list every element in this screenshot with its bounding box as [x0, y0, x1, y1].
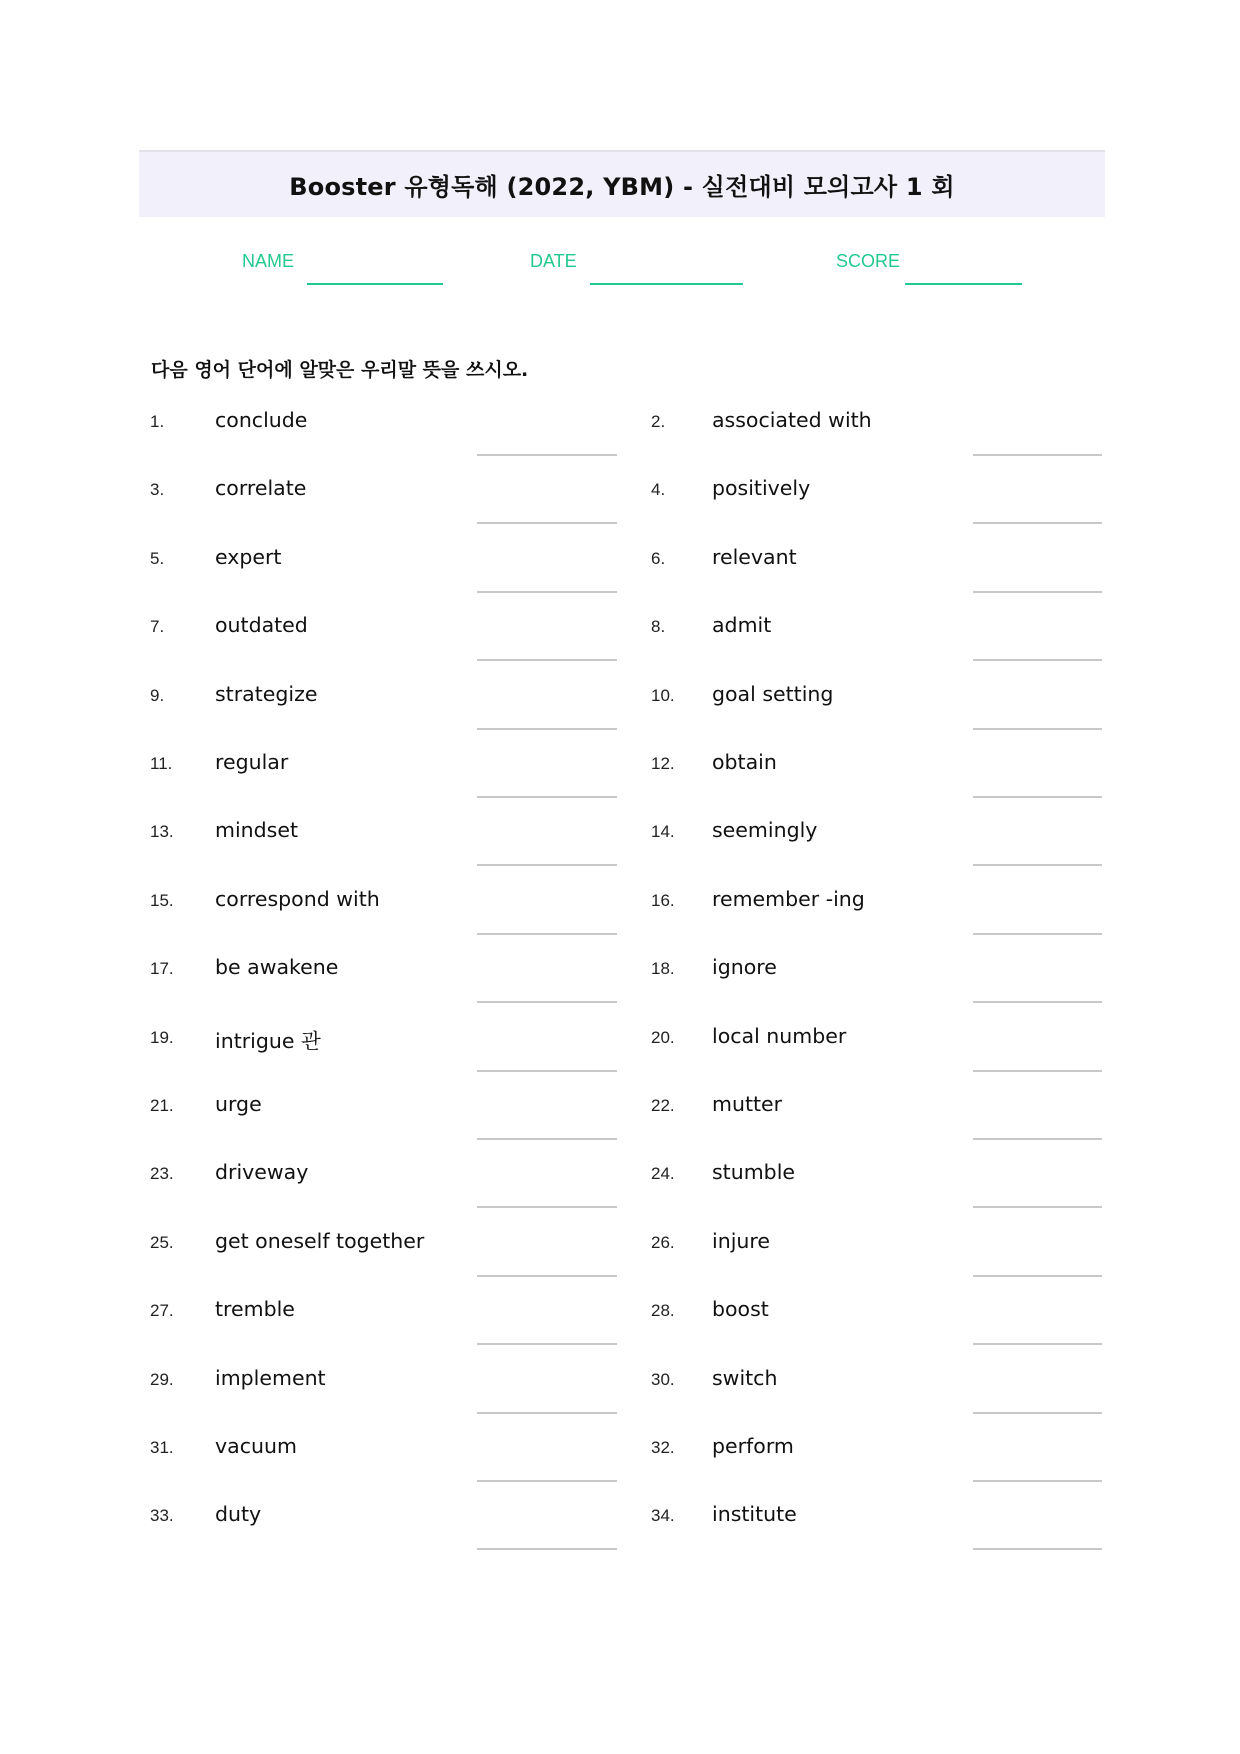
date-field[interactable] [590, 283, 743, 285]
vocab-word: ignore [712, 955, 777, 980]
answer-blank[interactable] [477, 1548, 617, 1550]
answer-blank[interactable] [973, 659, 1102, 661]
item-number: 26. [651, 1232, 675, 1252]
item-number: 31. [150, 1438, 174, 1457]
item-number: 11. [150, 754, 173, 773]
item-number: 10. [651, 685, 675, 705]
answer-blank[interactable] [477, 454, 617, 456]
answer-blank[interactable] [973, 1548, 1102, 1550]
item-number: 18. [651, 959, 675, 979]
vocab-word: switch [712, 1365, 778, 1390]
vocab-word: boost [712, 1297, 769, 1322]
vocab-word: tremble [215, 1297, 295, 1322]
answer-blank[interactable] [477, 1138, 617, 1140]
vocab-word: institute [712, 1502, 797, 1527]
item-number: 25. [150, 1232, 174, 1252]
vocab-word: relevant [712, 544, 797, 569]
answer-blank[interactable] [973, 1206, 1102, 1208]
item-number: 30. [651, 1369, 675, 1389]
answer-blank[interactable] [973, 1343, 1102, 1345]
vocab-word: duty [215, 1502, 262, 1527]
score-field[interactable] [905, 283, 1022, 285]
answer-blank[interactable] [477, 1070, 617, 1072]
title-bar [139, 150, 1105, 217]
name-label: NAME [242, 251, 295, 271]
answer-blank[interactable] [477, 864, 617, 866]
item-number: 6. [651, 548, 666, 568]
vocab-word: stumble [712, 1160, 796, 1185]
vocab-word: perform [712, 1434, 794, 1458]
answer-blank[interactable] [973, 728, 1102, 730]
item-number: 12. [651, 754, 675, 773]
vocab-word: correlate [215, 476, 307, 501]
item-number: 8. [651, 617, 666, 637]
answer-blank[interactable] [973, 864, 1102, 866]
vocab-word: associated with [712, 408, 872, 432]
vocab-word: driveway [215, 1160, 309, 1185]
item-number: 4. [651, 480, 666, 500]
item-number: 27. [150, 1301, 174, 1321]
answer-blank[interactable] [477, 659, 617, 661]
vocab-word: remember -ing [712, 886, 865, 911]
item-number: 29. [150, 1369, 174, 1389]
answer-blank[interactable] [477, 1412, 617, 1414]
vocab-word: strategize [215, 681, 318, 706]
item-number: 7. [150, 617, 165, 637]
item-number: 23. [150, 1164, 174, 1184]
answer-blank[interactable] [973, 1412, 1102, 1414]
vocab-word: local number [712, 1023, 847, 1048]
vocab-word: intrigue 관 [215, 1028, 321, 1053]
answer-blank[interactable] [477, 728, 617, 730]
vocab-word: get oneself together [215, 1228, 425, 1253]
vocab-word: implement [215, 1365, 326, 1390]
vocab-word: injure [712, 1228, 770, 1253]
score-label: SCORE [836, 251, 901, 271]
name-field[interactable] [307, 283, 443, 285]
item-number: 22. [651, 1096, 675, 1115]
vocab-word: correspond with [215, 886, 380, 911]
answer-blank[interactable] [973, 933, 1102, 935]
item-number: 28. [651, 1301, 675, 1321]
item-number: 33. [150, 1506, 174, 1526]
answer-blank[interactable] [973, 454, 1102, 456]
item-number: 20. [651, 1027, 675, 1047]
answer-blank[interactable] [973, 591, 1102, 593]
item-number: 24. [651, 1164, 675, 1184]
item-number: 9. [150, 685, 165, 705]
item-number: 15. [150, 890, 174, 910]
vocab-word: urge [215, 1092, 262, 1116]
answer-blank[interactable] [973, 1138, 1102, 1140]
vocab-word: expert [215, 544, 282, 569]
answer-blank[interactable] [477, 796, 617, 798]
item-number: 5. [150, 548, 165, 568]
item-number: 19. [150, 1027, 174, 1047]
vocab-word: conclude [215, 408, 308, 432]
vocab-word: positively [712, 476, 811, 501]
instruction: 다음 영어 단어에 알맞은 우리말 뜻을 쓰시오. [151, 359, 529, 381]
item-number: 32. [651, 1438, 675, 1457]
date-label: DATE [530, 251, 577, 271]
item-number: 16. [651, 890, 675, 910]
answer-blank[interactable] [477, 1343, 617, 1345]
answer-blank[interactable] [973, 1275, 1102, 1277]
answer-blank[interactable] [973, 1070, 1102, 1072]
item-number: 3. [150, 480, 165, 500]
item-number: 21. [150, 1096, 174, 1115]
vocab-word: seemingly [712, 818, 818, 843]
item-number: 13. [150, 822, 174, 842]
vocab-word: outdated [215, 613, 308, 638]
answer-blank[interactable] [973, 522, 1102, 524]
answer-blank[interactable] [477, 1206, 617, 1208]
answer-blank[interactable] [973, 1001, 1102, 1003]
vocab-word: goal setting [712, 681, 834, 706]
vocab-word: mindset [215, 818, 299, 843]
vocab-word: be awakene [215, 955, 339, 980]
vocab-word: regular [215, 750, 289, 774]
vocab-word: vacuum [215, 1434, 297, 1458]
answer-blank[interactable] [477, 1275, 617, 1277]
item-number: 2. [651, 412, 666, 431]
answer-blank[interactable] [477, 591, 617, 593]
answer-blank[interactable] [477, 1001, 617, 1003]
vocab-word: admit [712, 613, 772, 638]
answer-blank[interactable] [477, 933, 617, 935]
answer-blank[interactable] [973, 796, 1102, 798]
answer-blank[interactable] [477, 1480, 617, 1482]
vocab-word: obtain [712, 750, 777, 774]
answer-blank[interactable] [973, 1480, 1102, 1482]
item-number: 17. [150, 959, 174, 979]
vocab-word: mutter [712, 1092, 783, 1116]
item-number: 14. [651, 822, 675, 842]
answer-blank[interactable] [477, 522, 617, 524]
item-number: 1. [150, 412, 165, 431]
document-title: Booster 유형독해 (2022, YBM) - 실전대비 모의고사 1 회 [289, 173, 955, 201]
item-number: 34. [651, 1506, 675, 1526]
